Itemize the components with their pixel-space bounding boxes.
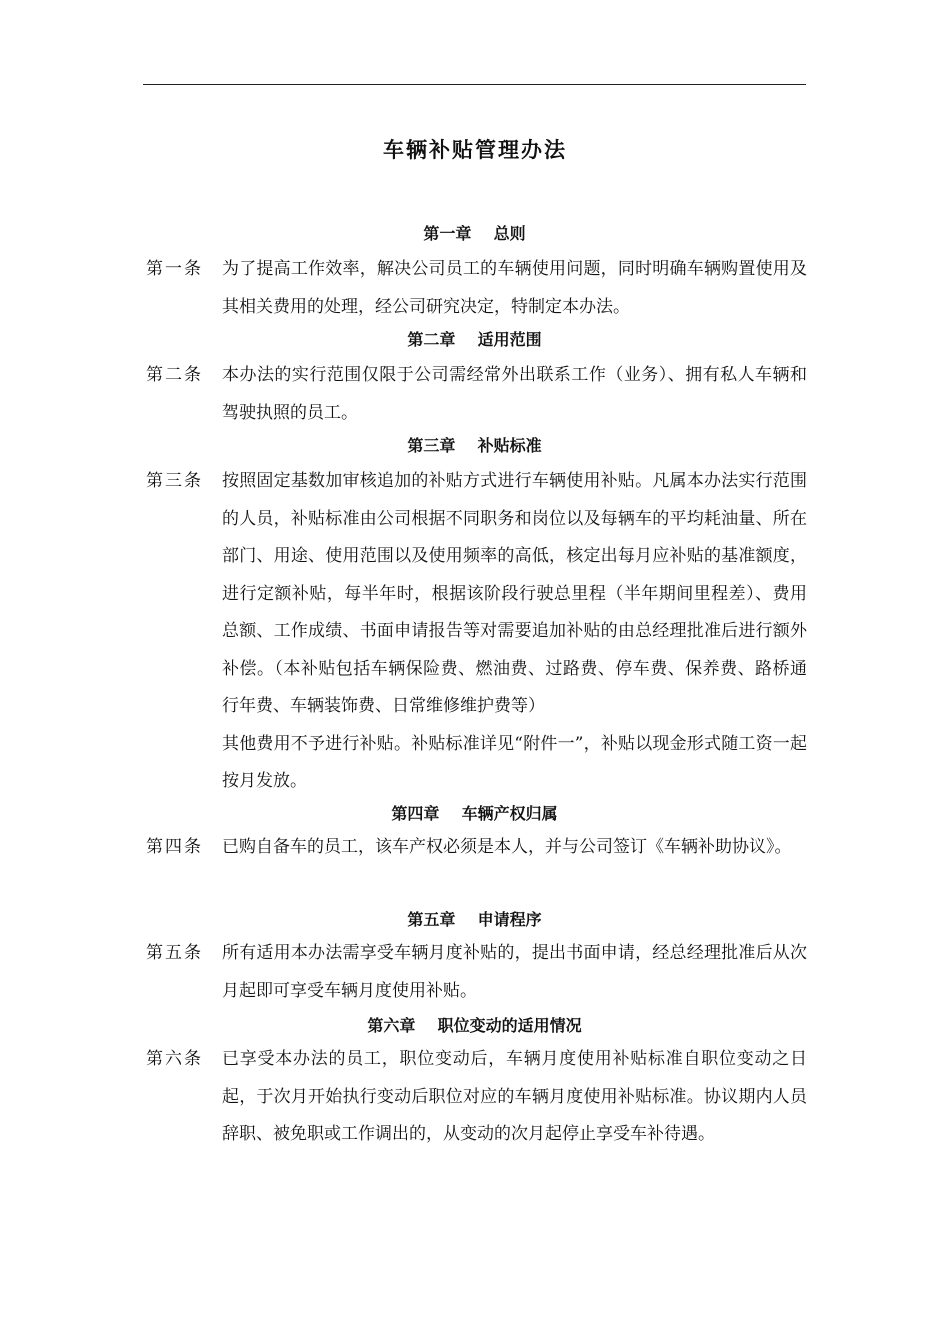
article-paragraph: 已购自备车的员工，该车产权必须是本人，并与公司签订《车辆补助协议》。 [222,837,792,857]
article-body-3 [222,463,807,801]
article-body-4 [222,829,807,867]
article-label-6: 第六条 [146,1049,203,1069]
article-paragraph: 为了提高工作效率，解决公司员工的车辆使用问题，同时明确车辆购置使用及其相关费用的处理，经公司研究决定，特制定本办法。 [222,259,807,317]
article-body-6 [222,1041,807,1154]
article-paragraph: 其他费用不予进行补贴。补贴标准详见“附件一”，补贴以现金形式随工资一起按月发放。 [222,733,807,791]
article-label-5: 第五条 [146,943,203,963]
chapter-heading-5: 第五章 申请程序 [407,910,542,929]
document-title: 车辆补贴管理办法 [383,137,567,162]
chapter-heading-6: 第六章 职位变动的适用情况 [367,1016,582,1035]
article-paragraph: 所有适用本办法需享受车辆月度补贴的，提出书面申请，经总经理批准后从次月起即可享受车辆月度使用补贴。 [222,943,807,1001]
article-body-5 [222,935,807,1010]
article-paragraph: 已享受本办法的员工，职位变动后，车辆月度使用补贴标准自职位变动之日起，于次月开始执行变动后职位对应的车辆月度使用补贴标准。协议期内人员辞职、被免职或工作调出的，从变动的次月起停止享受车补待遇。 [222,1049,807,1144]
chapter-heading-4: 第四章 车辆产权归属 [391,804,558,823]
header-rule [143,84,806,85]
article-label-1: 第一条 [146,259,203,279]
article-paragraph: 本办法的实行范围仅限于公司需经常外出联系工作（业务）、拥有私人车辆和驾驶执照的员工。 [222,365,807,423]
article-paragraph: 按照固定基数加审核追加的补贴方式进行车辆使用补贴。凡属本办法实行范围的人员，补贴标准由公司根据不同职务和岗位以及每辆车的平均耗油量、所在部门、用途、使用范围以及使用频率的高低，核定出每月应补贴的基准额度，进行定额补贴，每半年时，根据该阶段行驶总里程（半年期间里程差）、费用总额、工作成绩、书面申请报告等对需要追加补贴的由总经理批准后进行额外补偿。（本补贴包括车辆保险费、燃油费、过路费、停车费、保养费、路桥通行年费、车辆装饰费、日常维修维护费等） [222,471,807,716]
chapter-heading-1: 第一章 总则 [423,224,526,243]
chapter-heading-2: 第二章 适用范围 [407,330,542,349]
article-body-2 [222,357,807,432]
article-label-3: 第三条 [146,471,203,491]
article-body-1 [222,251,807,326]
article-label-4: 第四条 [146,837,203,857]
chapter-heading-3: 第三章 补贴标准 [407,436,542,455]
article-label-2: 第二条 [146,365,203,385]
